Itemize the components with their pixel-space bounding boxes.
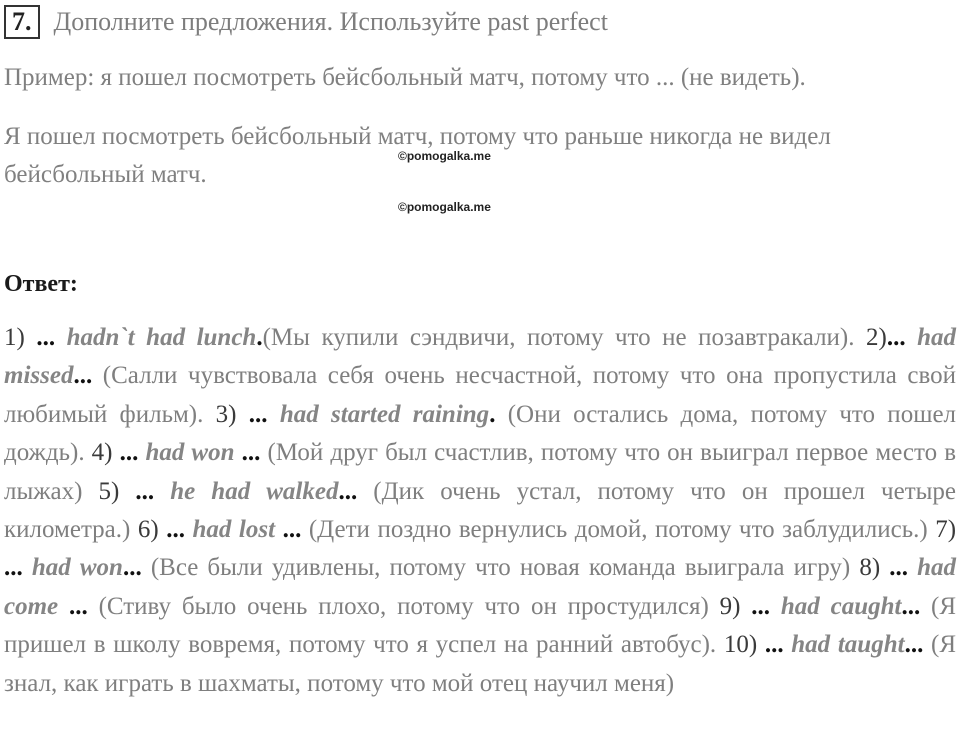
answer-gloss: (Я знал, как играть в шахматы, потому что мой отец научил меня)	[4, 631, 957, 697]
answer-ellipsis: ...	[904, 631, 932, 659]
answer-text: had come	[4, 554, 957, 620]
answer-gloss: (Они остались дома, потому что пошел дождь).	[4, 400, 957, 467]
watermark: ©pomogalka.me	[398, 149, 491, 163]
answer-number: 8)	[859, 554, 881, 582]
answer-gloss: (Салли чувствовала себя очень несчастной, потому что она пропустила свой любимый фильм).	[4, 362, 957, 428]
answer-gloss: (Мой друг был счастлив, потому что он выиграл первое место в лыжах)	[4, 439, 956, 505]
answer-ellipsis: ...	[338, 477, 374, 505]
answer-ellipsis: ...	[757, 631, 792, 659]
answer-gloss: (Я пришел в школу вовремя, потому что я успел на ранний автобус).	[4, 592, 957, 659]
answer-number: 5)	[98, 477, 120, 505]
task-number: 7.	[4, 5, 40, 39]
answer-ellipsis: ...	[901, 592, 932, 620]
answer-gloss: (Дети поздно вернулись домой, потому что заблудились.)	[308, 516, 936, 544]
answer-ellipsis: ...	[122, 554, 151, 582]
answer-text: had won	[145, 439, 235, 467]
answer-ellipsis: ...	[112, 439, 146, 467]
answer-number: 3)	[215, 400, 237, 428]
answer-text: he had walked	[170, 477, 339, 505]
answer-gloss: (Стиву было очень плохо, потому что он простудился)	[98, 592, 720, 620]
answer-ellipsis: ...	[58, 592, 99, 620]
answer-ellipsis: .	[489, 400, 508, 428]
answer-ellipsis: ...	[73, 362, 103, 390]
answer-ellipsis: ...	[275, 516, 309, 544]
watermark: ©pomogalka.me	[398, 200, 491, 214]
answer-gloss: (Все были удивлены, потому что новая команда выиграла игру)	[150, 554, 860, 582]
answer-ellipsis: ...	[4, 554, 32, 582]
example-prompt: Пример: я пошел посмотреть бейсбольный матч, потому что ... (не видеть).	[4, 64, 806, 91]
answer-number: 9)	[719, 592, 741, 620]
answer-body	[4, 319, 956, 703]
answer-item	[4, 324, 866, 351]
answer-ellipsis: ...	[158, 516, 193, 544]
answer-number: 7)	[935, 516, 957, 544]
answer-text: had caught	[780, 592, 902, 620]
task-header	[4, 5, 608, 39]
task-title: Дополните предложения. Используйте past perfect	[53, 7, 608, 36]
answer-text: had started raining	[279, 400, 490, 428]
answer-ellipsis: ...	[740, 592, 781, 620]
example-answer: Я пошел посмотреть бейсбольный матч, потому что раньше никогда не видел бейсбольный матч.	[4, 123, 831, 188]
answer-gloss: (Мы купили сэндвичи, потому что не позавтракали).	[262, 324, 866, 351]
answer-ellipsis: ...	[880, 554, 918, 582]
answer-item	[138, 516, 935, 543]
answer-text: had taught	[791, 631, 905, 659]
answer-text: had lost	[192, 516, 276, 544]
answer-ellipsis: .	[256, 324, 263, 351]
answer-number: 2)	[866, 324, 887, 351]
answer-number: 10)	[723, 631, 758, 659]
answer-text: had missed	[4, 324, 956, 390]
answer-ellipsis: ...	[119, 477, 171, 505]
answer-gloss: (Дик очень устал, потому что он прошел четыре километра.)	[4, 477, 957, 544]
answer-ellipsis: ...	[886, 324, 918, 351]
answer-ellipsis: ...	[24, 324, 67, 351]
answer-text: had won	[31, 554, 123, 582]
answer-ellipsis: ...	[236, 400, 280, 428]
answer-label: Ответ:	[4, 271, 78, 297]
answer-text: hadn`t had lunch	[66, 324, 257, 351]
answer-number: 6)	[137, 516, 159, 544]
answer-number: 4)	[91, 439, 113, 467]
answer-ellipsis: ...	[234, 439, 268, 467]
answer-number: 1)	[4, 324, 25, 351]
